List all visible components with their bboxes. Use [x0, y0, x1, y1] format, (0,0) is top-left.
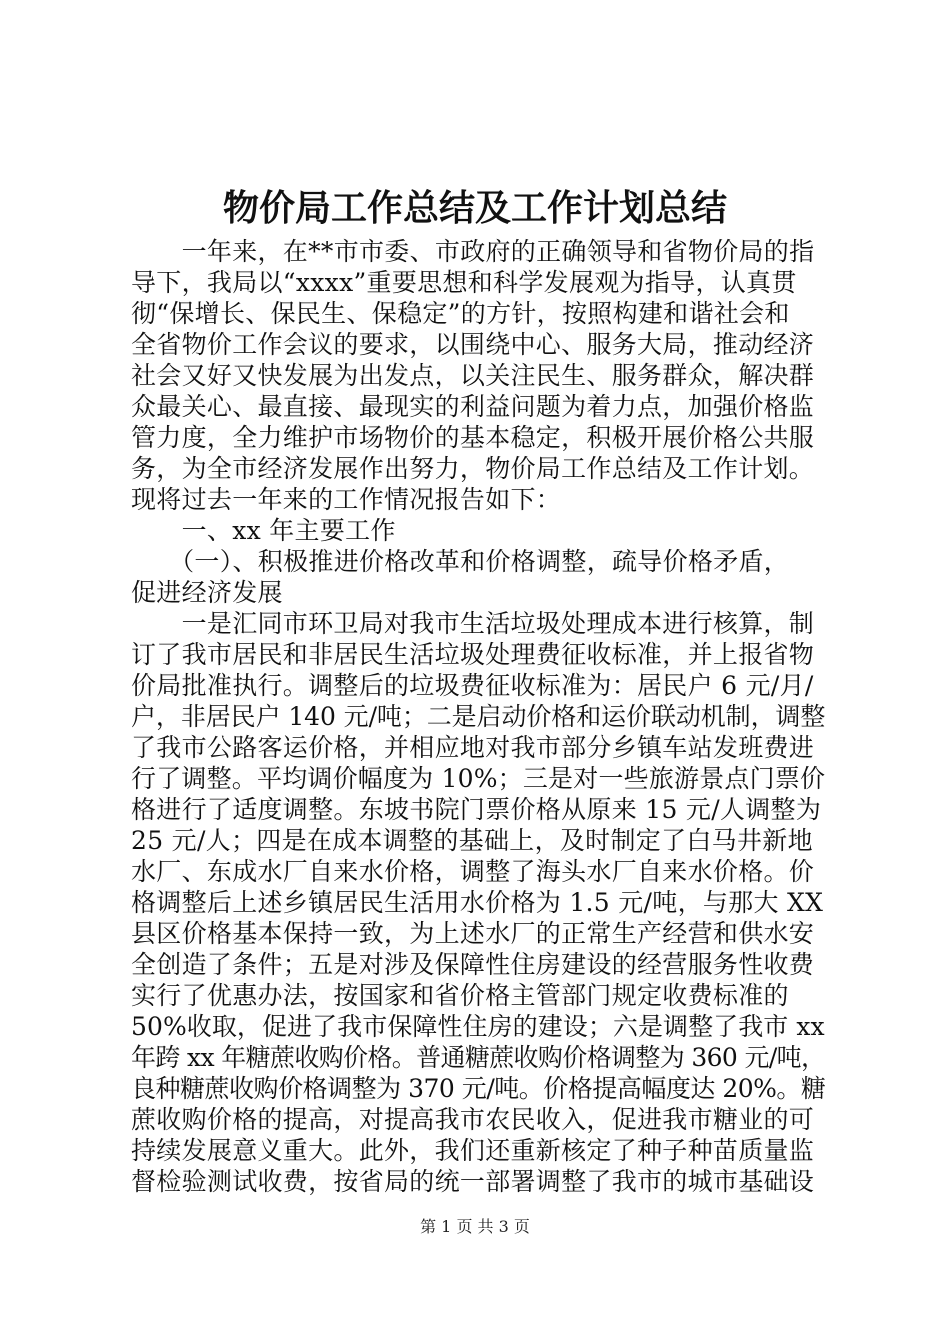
body-line: 县区价格基本保持一致，为上述水厂的正常生产经营和供水安 [131, 919, 815, 948]
body-line: 众最关心、最直接、最现实的利益问题为着力点，加强价格监 [131, 392, 815, 421]
body-line: 良种糖蔗收购价格调整为 370 元/吨。价格提高幅度达 20%。糖 [131, 1074, 826, 1103]
body-line: 户，非居民户 140 元/吨；二是启动价格和运价联动机制，调整 [131, 702, 826, 731]
body-line: 了我市公路客运价格，并相应地对我市部分乡镇车站发班费进 [131, 733, 815, 762]
page-footer: 第 1 页 共 3 页 [420, 1217, 530, 1236]
body-line: 25 元/人；四是在成本调整的基础上，及时制定了白马井新地 [131, 826, 813, 855]
body-line: 格调整后上述乡镇居民生活用水价格为 1.5 元/吨，与那大 XX [131, 888, 824, 917]
body-line: 彻“保增长、保民生、保稳定”的方针，按照构建和谐社会和 [131, 299, 790, 328]
body-line: 促进经济发展 [131, 578, 283, 607]
body-line: 价局批准执行。调整后的垃圾费征收标准为：居民户 6 元/月/ [131, 671, 814, 700]
body-line: 社会又好又快发展为出发点，以关注民生、服务群众，解决群 [131, 361, 815, 390]
body-line: 一是汇同市环卫局对我市生活垃圾处理成本进行核算，制 [131, 609, 815, 638]
body-line: 水厂、东成水厂自来水价格，调整了海头水厂自来水价格。价 [131, 857, 815, 886]
body-line: 格进行了适度调整。东坡书院门票价格从原来 15 元/人调整为 [131, 795, 822, 824]
body-line: 行了调整。平均调价幅度为 10%；三是对一些旅游景点门票价 [131, 764, 826, 793]
body-line: 管力度，全力维护市场物价的基本稳定，积极开展价格公共服 [131, 423, 815, 452]
body-line: 务，为全市经济发展作出努力，物价局工作总结及工作计划。 [131, 454, 815, 483]
body-line: 实行了优惠办法，按国家和省价格主管部门规定收费标准的 [131, 981, 789, 1010]
body-line: 一年来，在**市市委、市政府的正确领导和省物价局的指 [131, 237, 815, 266]
body-line: 订了我市居民和非居民生活垃圾处理费征收标准，并上报省物 [131, 640, 815, 669]
page-title: 物价局工作总结及工作计划总结 [222, 187, 727, 229]
document-body [131, 236, 825, 1197]
body-line: 督检验测试收费，按省局的统一部署调整了我市的城市基础设 [131, 1167, 815, 1196]
body-line: 全省物价工作会议的要求，以围绕中心、服务大局，推动经济 [131, 330, 815, 359]
body-line: 一、xx 年主要工作 [131, 516, 396, 545]
body-line: 年跨 xx 年糖蔗收购价格。普通糖蔗收购价格调整为 360 元/吨， [131, 1043, 826, 1072]
body-line: （一）、积极推进价格改革和价格调整，疏导价格矛盾， [131, 547, 790, 576]
body-line: 蔗收购价格的提高，对提高我市农民收入，促进我市糖业的可 [131, 1105, 815, 1134]
body-line: 全创造了条件；五是对涉及保障性住房建设的经营服务性收费 [131, 950, 815, 979]
body-line: 导下，我局以“xxxx”重要思想和科学发展观为指导，认真贯 [131, 268, 797, 297]
body-line: 50%收取，促进了我市保障性住房的建设；六是调整了我市 xx [131, 1012, 825, 1041]
body-line: 持续发展意义重大。此外，我们还重新核定了种子种苗质量监 [131, 1136, 815, 1165]
body-line: 现将过去一年来的工作情况报告如下： [131, 485, 562, 514]
